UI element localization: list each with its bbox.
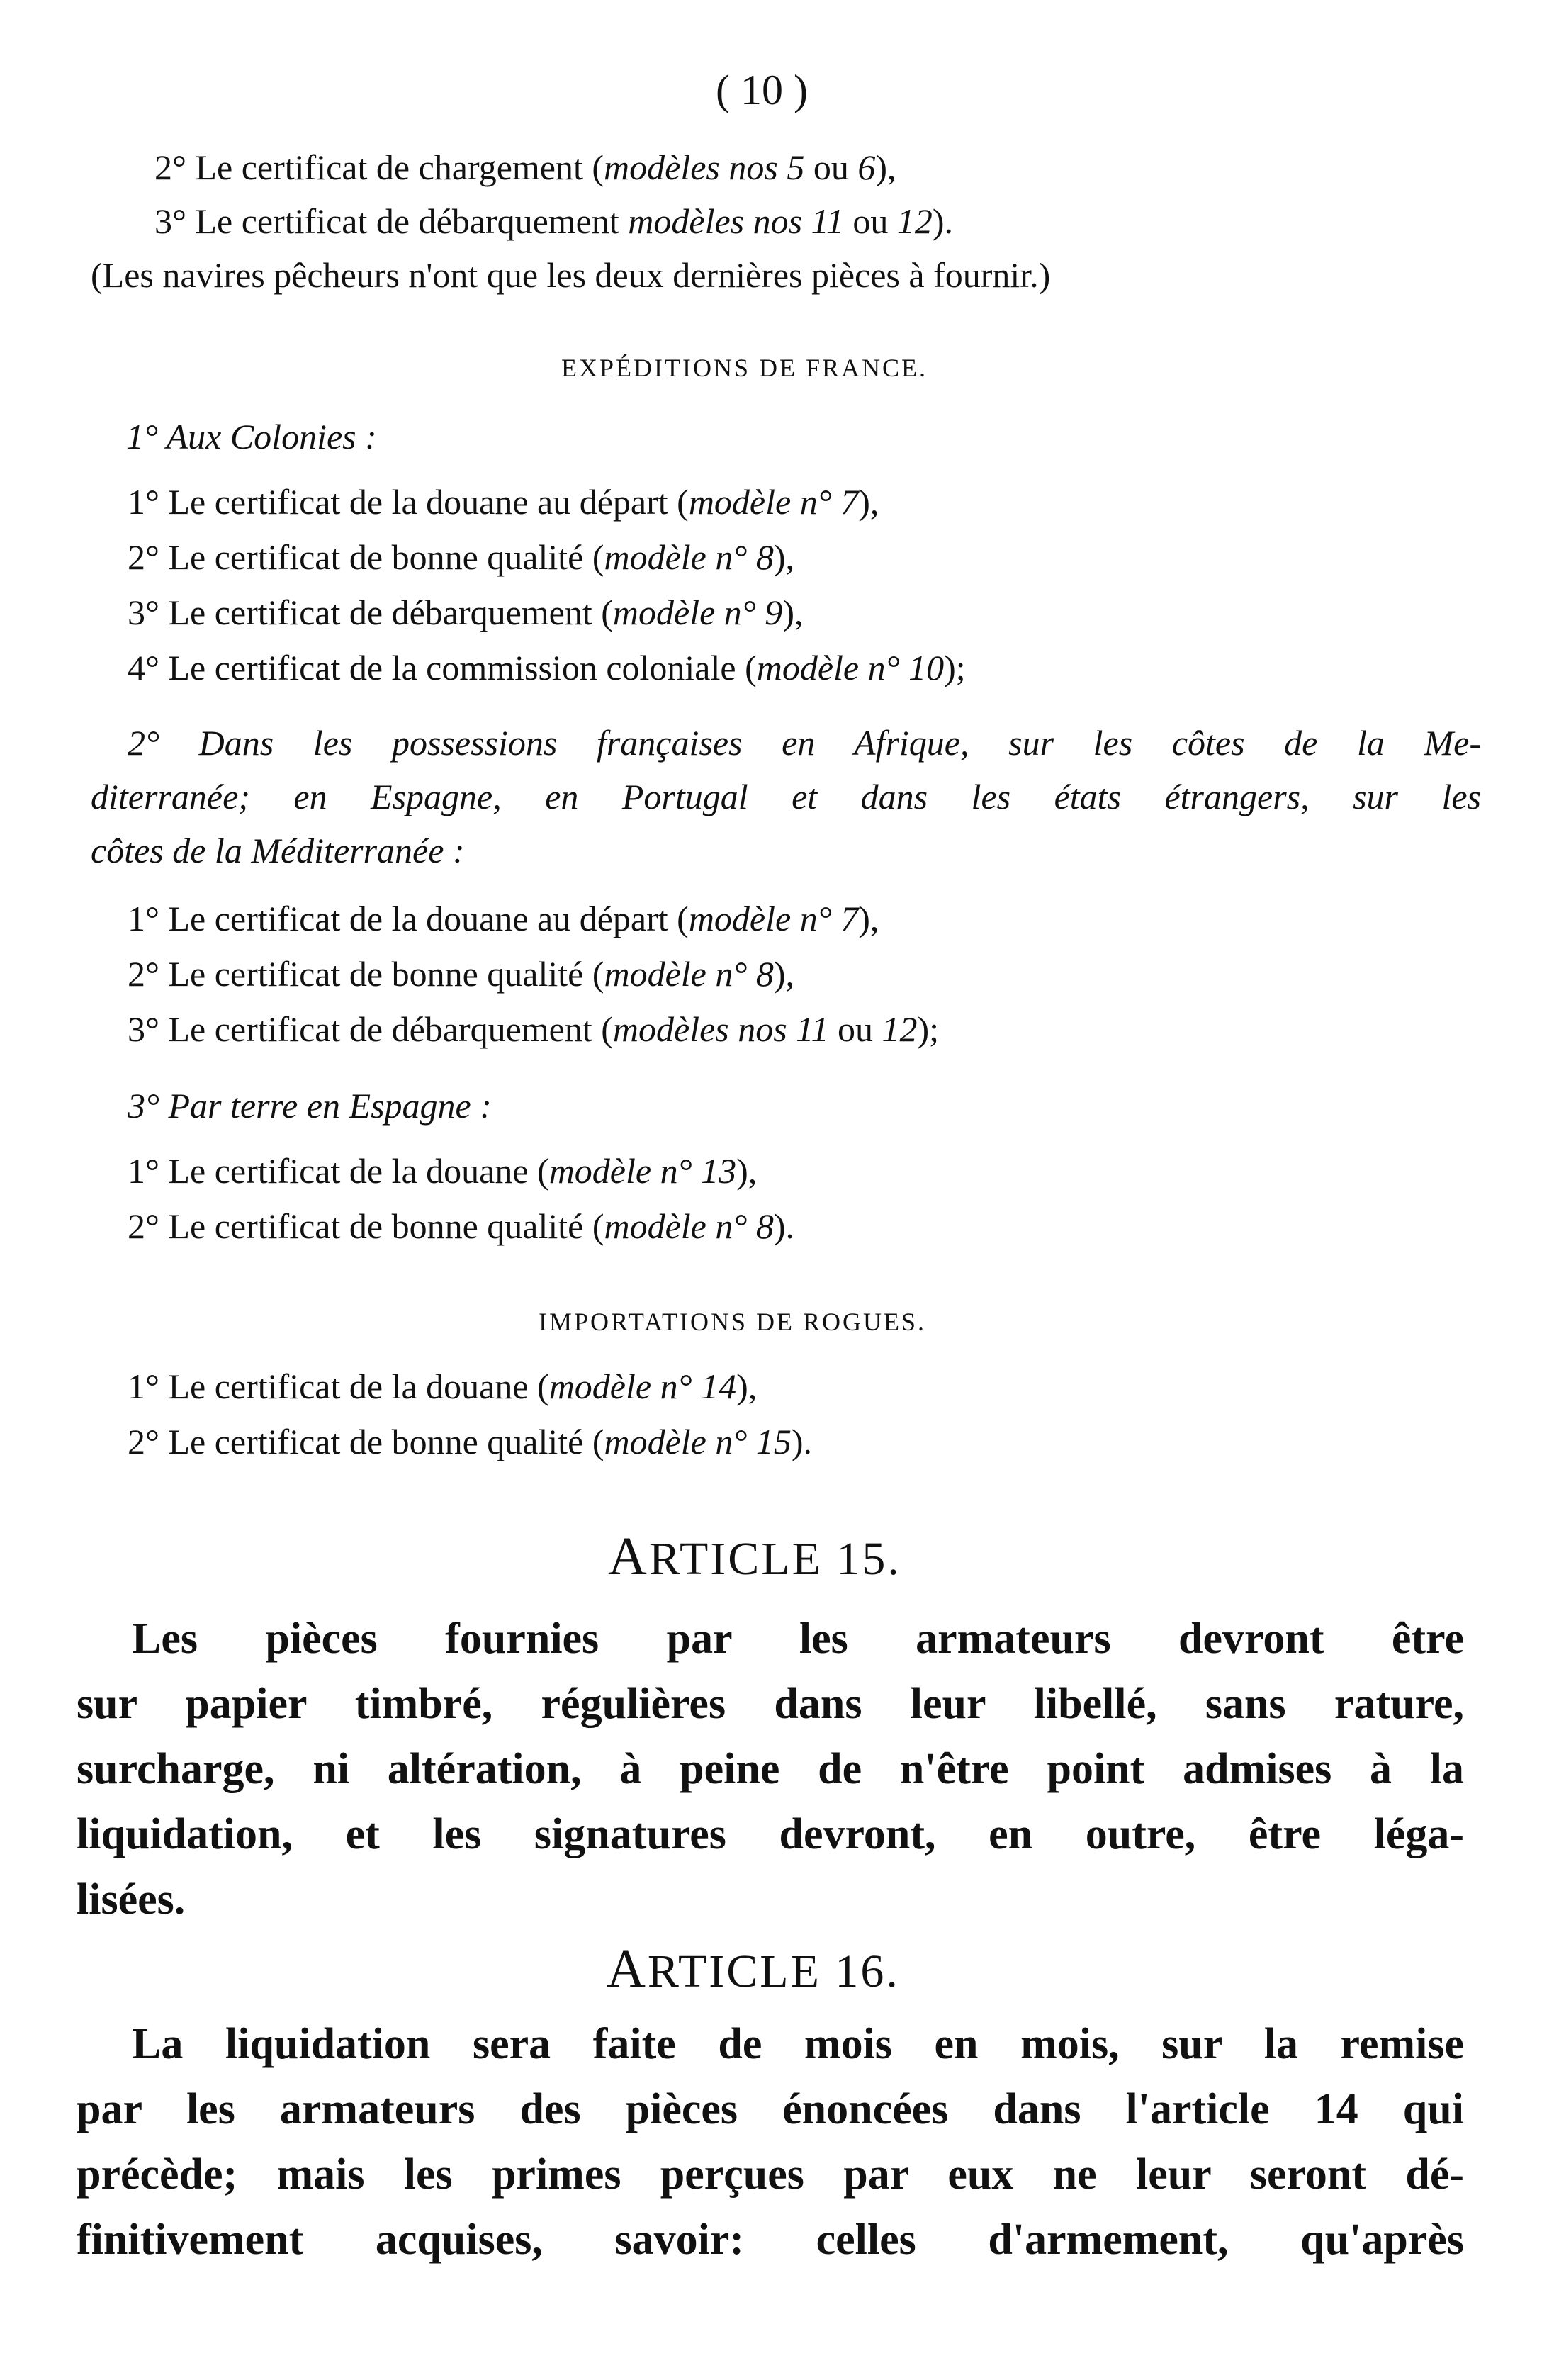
- article-16-line-2: par les armateurs des pièces énoncées dans l'article 14 qui: [77, 2085, 1464, 2133]
- sub3-heading: 3° Par terre en Espagne :: [128, 1086, 492, 1126]
- sub3-item-1: 1° Le certificat de la douane (modèle n° 13),: [128, 1151, 758, 1191]
- article-16-line-4: finitivement acquises, savoir: celles d'armement, qu'après: [77, 2216, 1464, 2264]
- sub2-heading-line-3: côtes de la Méditerranée :: [91, 831, 465, 870]
- section-heading-france: EXPÉDITIONS DE FRANCE.: [561, 354, 928, 382]
- intro-line-3: 3° Le certificat de débarquement modèles nos 11 ou 12).: [154, 201, 954, 241]
- article-15-line-1: Les pièces fournies par les armateurs devront être: [132, 1615, 1464, 1663]
- article-15-line-4: liquidation, et les signatures devront, en outre, être léga-: [77, 1810, 1464, 1858]
- sub2-item-1: 1° Le certificat de la douane au départ (modèle n° 7),: [128, 899, 879, 938]
- page-number: ( 10 ): [716, 67, 808, 113]
- section-heading-rogues: IMPORTATIONS DE ROGUES.: [539, 1308, 926, 1336]
- sub3-item-2: 2° Le certificat de bonne qualité (modèle n° 8).: [128, 1206, 795, 1246]
- sub2-heading-line-2: diterranée; en Espagne, en Portugal et dans les états étrangers, sur les: [91, 777, 1481, 816]
- rogues-item-2: 2° Le certificat de bonne qualité (modèle n° 15).: [128, 1422, 813, 1461]
- sub2-item-2: 2° Le certificat de bonne qualité (modèle n° 8),: [128, 954, 795, 994]
- sub1-item-2: 2° Le certificat de bonne qualité (modèle n° 8),: [128, 537, 795, 577]
- article-15-line-5: lisées.: [77, 1875, 186, 1924]
- sub1-item-1: 1° Le certificat de la douane au départ (modèle n° 7),: [128, 482, 879, 522]
- sub2-heading-line-1: 2° Dans les possessions françaises en Afrique, sur les côtes de la Me-: [128, 723, 1481, 763]
- sub2-item-3: 3° Le certificat de débarquement (modèles nos 11 ou 12);: [128, 1009, 940, 1049]
- article-16-line-3: précède; mais les primes perçues par eux ne leur seront dé-: [77, 2150, 1464, 2199]
- sub1-item-4: 4° Le certificat de la commission coloniale (modèle n° 10);: [128, 648, 966, 687]
- article-15-line-2: sur papier timbré, régulières dans leur libellé, sans rature,: [77, 1680, 1464, 1728]
- article-16-heading: ARTICLE 16.: [607, 1939, 900, 1999]
- article-15-line-3: surcharge, ni altération, à peine de n'être point admises à la: [77, 1745, 1464, 1793]
- sub1-item-3: 3° Le certificat de débarquement (modèle n° 9),: [128, 593, 804, 632]
- article-15-heading: ARTICLE 15.: [608, 1527, 901, 1586]
- fishing-note: (Les navires pêcheurs n'ont que les deux dernières pièces à fournir.): [91, 255, 1051, 295]
- sub1-heading: 1° Aux Colonies :: [126, 417, 377, 456]
- rogues-item-1: 1° Le certificat de la douane (modèle n° 14),: [128, 1366, 758, 1406]
- intro-line-2: 2° Le certificat de chargement (modèles nos 5 ou 6),: [154, 147, 896, 187]
- article-16-line-1: La liquidation sera faite de mois en mois, sur la remise: [132, 2020, 1464, 2068]
